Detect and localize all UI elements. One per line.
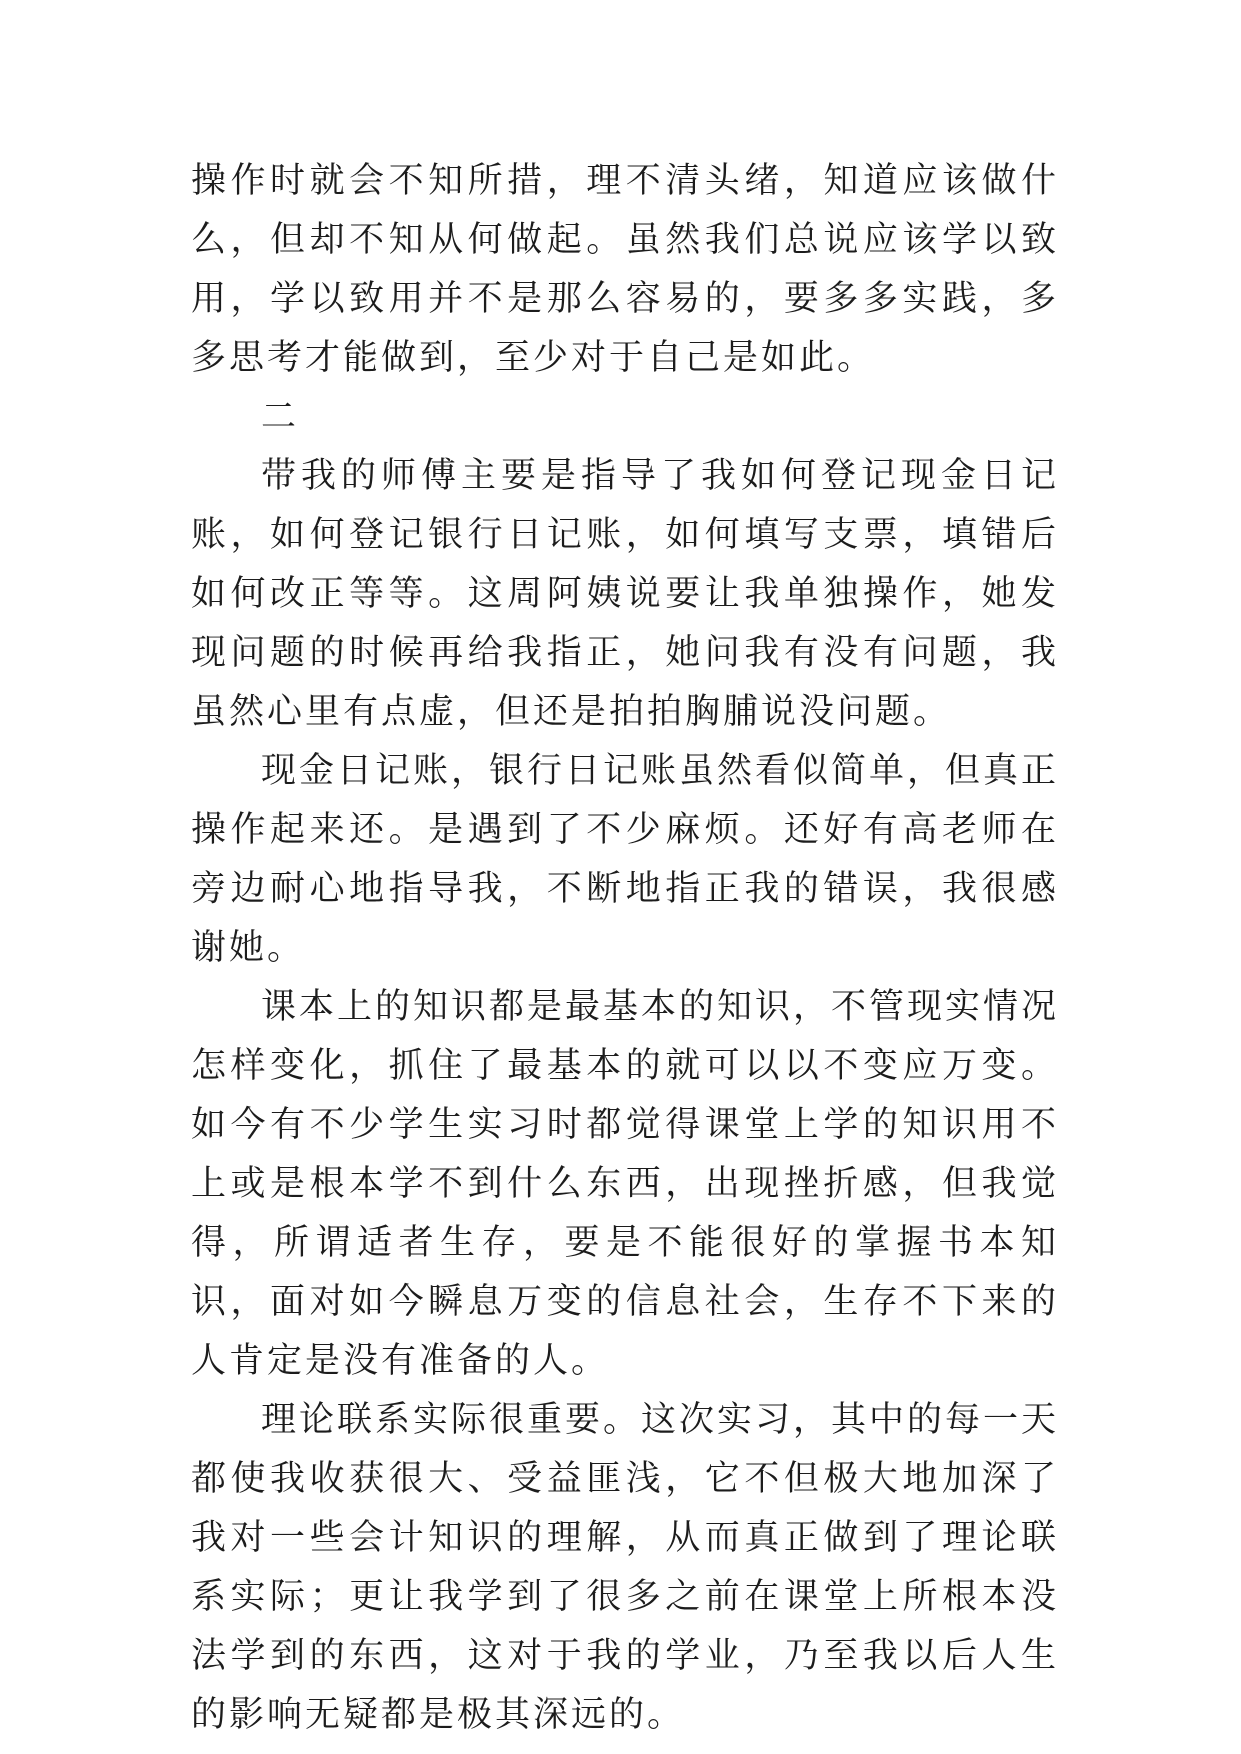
paragraph-journal-practice: 现金日记账，银行日记账虽然看似简单，但真正操作起来还。是遇到了不少麻烦。还好有高老师在旁边耐心地指导我，不断地指正我的错误，我很感谢她。 — [191, 751, 1060, 968]
section-number: 二 — [261, 397, 300, 437]
paragraph-theory-practice: 理论联系实际很重要。这次实习，其中的每一天都使我收获很大、受益匪浅，它不但极大地加深了我对一些会计知识的理解，从而真正做到了理论联系实际；更让我学到了很多之前在课堂上所根本没法学到的东西，这对于我的学业，乃至我以后人生的影响无疑都是极其深远的。 — [191, 1400, 1060, 1735]
document-body — [191, 152, 1059, 1745]
paragraph-continuation: 操作时就会不知所措，理不清头绪，知道应该做什么，但却不知从何做起。虽然我们总说应该学以致用，学以致用并不是那么容易的，要多多实践，多多思考才能做到，至少对于自己是如此。 — [191, 161, 1059, 378]
paragraph-textbook-knowledge: 课本上的知识都是最基本的知识，不管现实情况怎样变化，抓住了最基本的就可以以不变应万变。如今有不少学生实习时都觉得课堂上学的知识用不上或是根本学不到什么东西，出现挫折感，但我觉得，所谓适者生存，要是不能很好的掌握书本知识，面对如今瞬息万变的信息社会，生存不下来的人肯定是没有准备的人。 — [191, 987, 1060, 1381]
paragraph-mentor-guidance: 带我的师傅主要是指导了我如何登记现金日记账，如何登记银行日记账，如何填写支票，填错后如何改正等等。这周阿姨说要让我单独操作，她发现问题的时候再给我指正，她问我有没有问题，我虽然心里有点虚，但还是拍拍胸脯说没问题。 — [191, 456, 1059, 732]
